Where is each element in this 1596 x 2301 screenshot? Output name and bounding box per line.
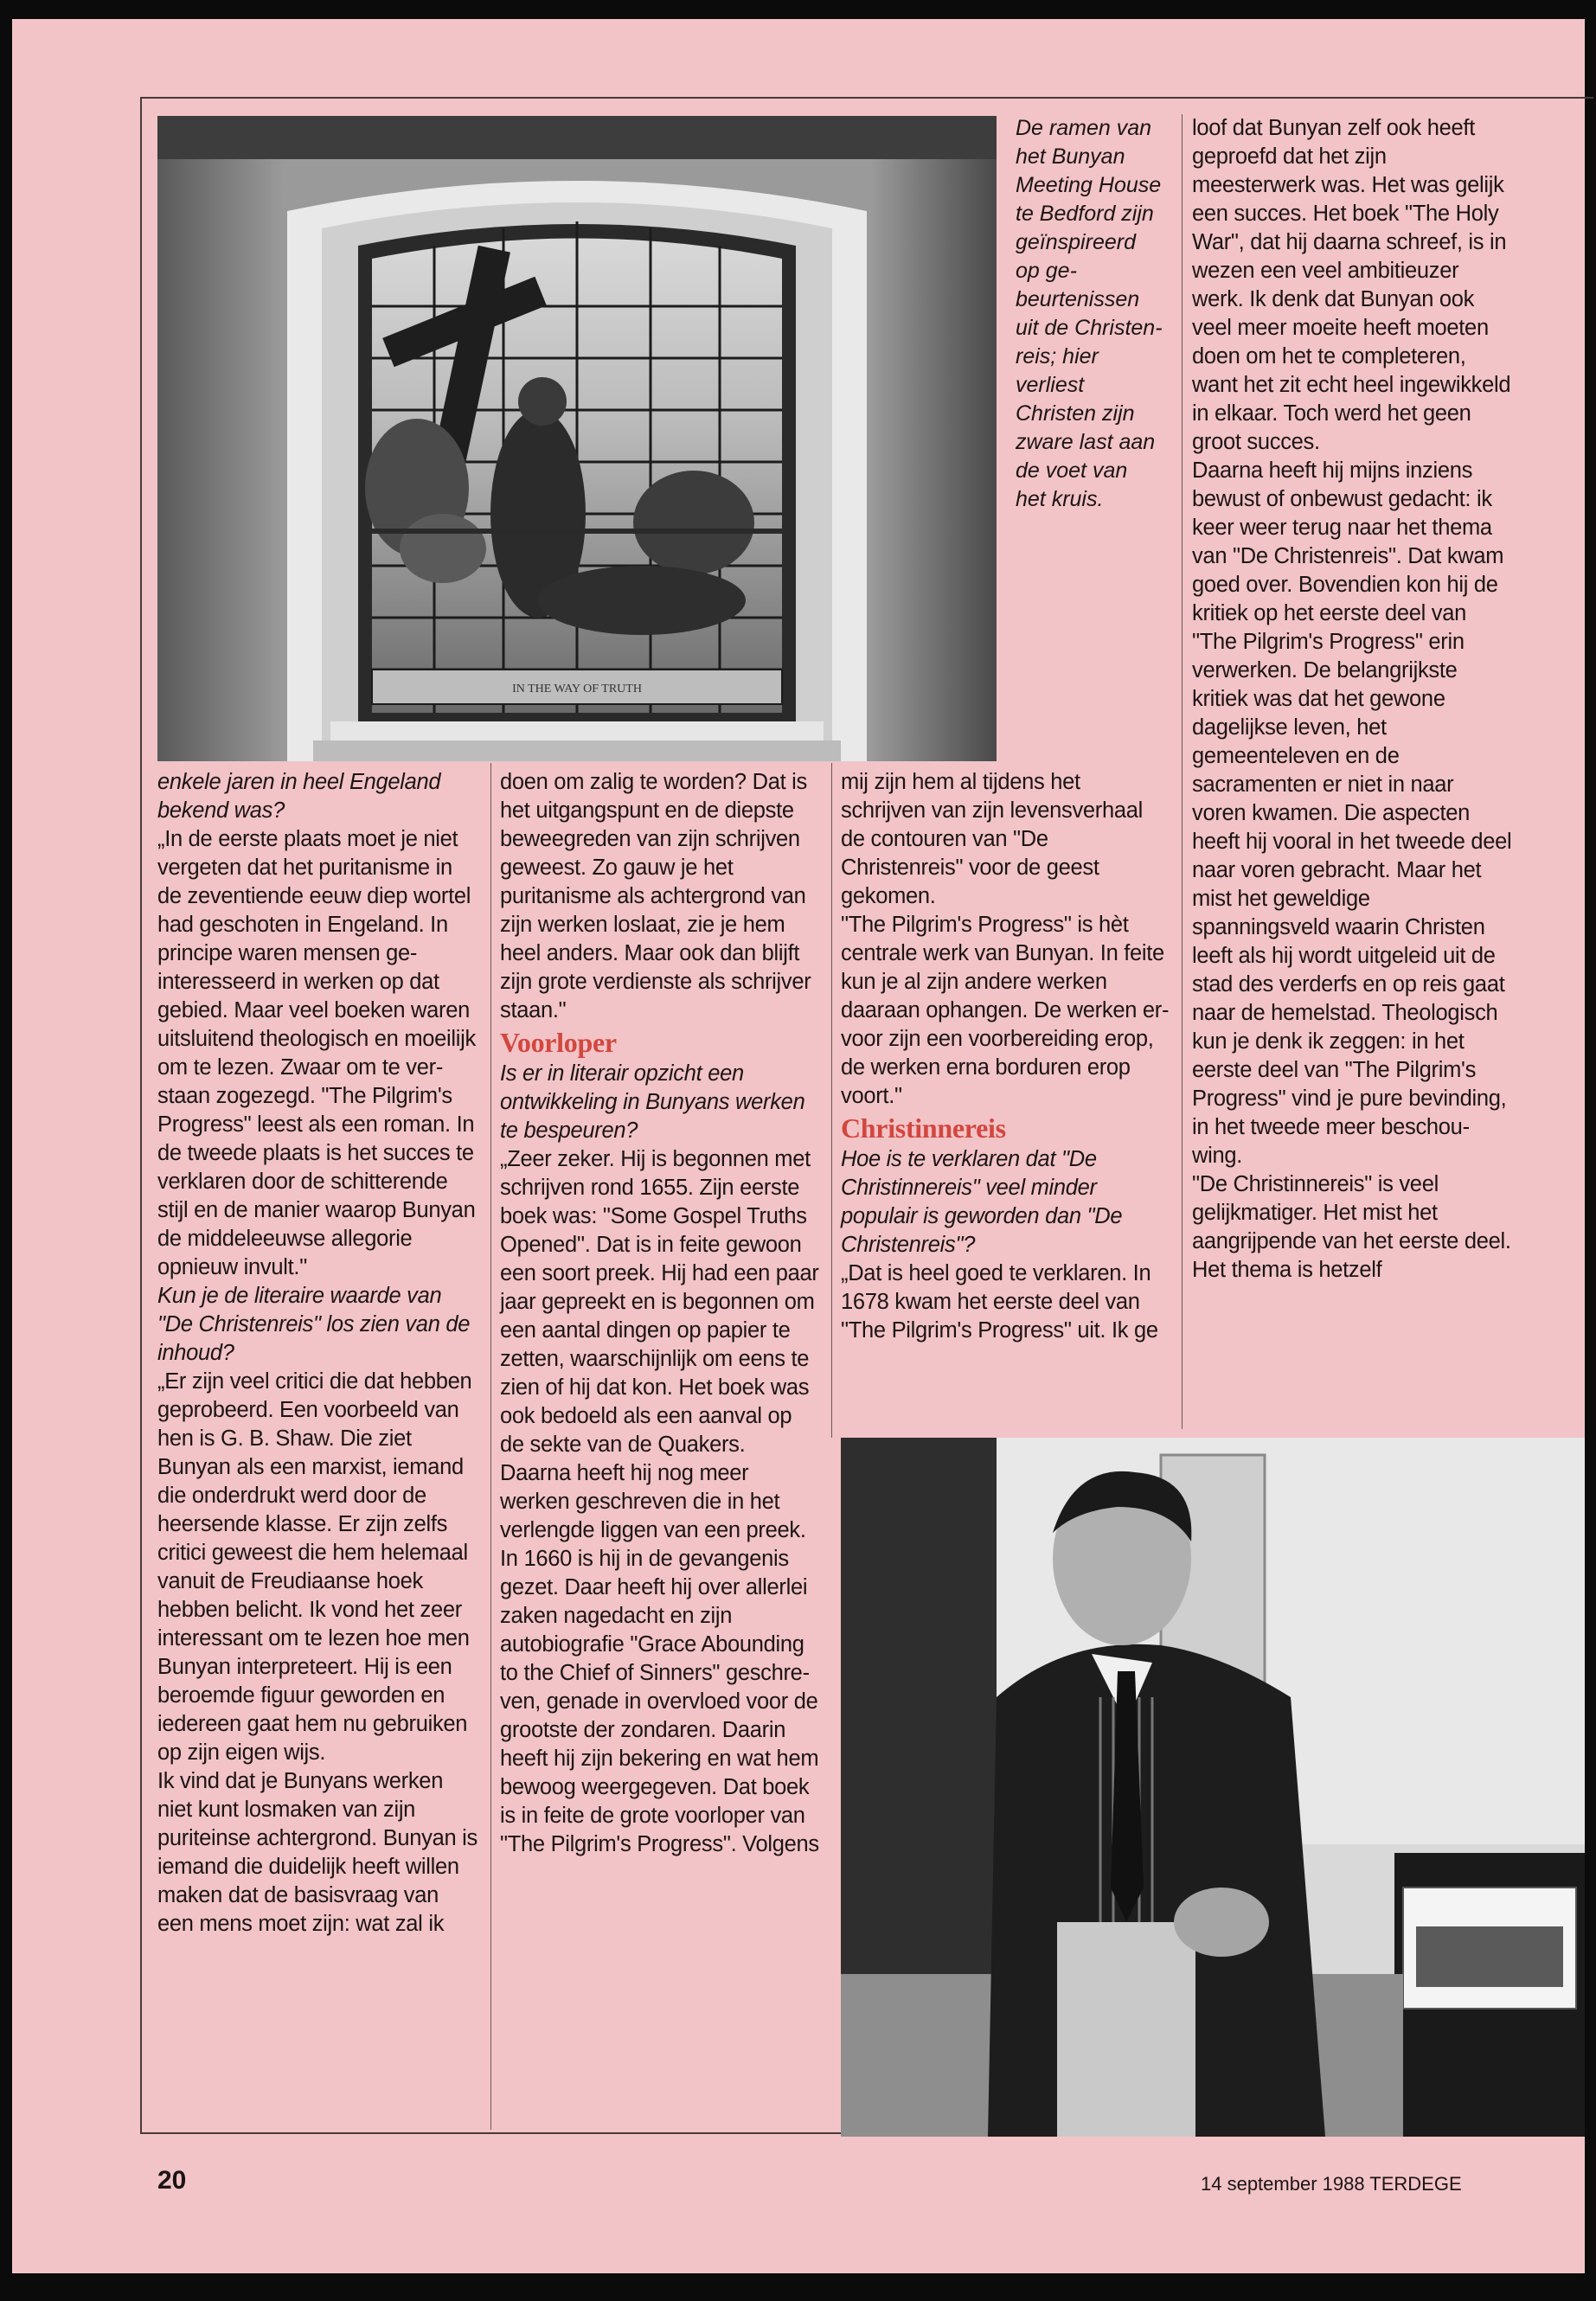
paragraph: „In de eerste plaats moet je niet vergeten dat het puritanisme in de zeventiende eeuw diep wortel had geschoten in Engeland. In principe waren mensen geinteresseerd in werken op dat gebied. Maar veel boeken waren uitsluitend theologisch en moeilijk om te lezen. Zwaar om te verstaan zogezegd. "The Pilgrim's Progress" leest als een roman. In de tweede plaats is het succes te verklaren door de schitterende stijl en de manier waarop Bunyan de middeleeuwse allegorie opnieuw invult." — [157, 827, 476, 1279]
interview-question: enkele jaren in heel Engeland bekend was? — [157, 770, 441, 823]
text-column-3 — [841, 768, 1170, 1345]
window-inscription: IN THE WAY OF TRUTH — [512, 683, 642, 695]
paragraph: mij zijn hem al tijdens het schrijven van zijn levensverhaal de contouren van "De Christenreis" voor de geest gekomen. — [841, 770, 1143, 908]
stained-glass-window-illustration — [157, 116, 997, 761]
text-column-2 — [500, 768, 820, 1859]
paragraph: In 1660 is hij in de gevangenis gezet. Daar heeft hij over allerlei zaken nagedacht en zijn autobiografie "Grace Abounding to the Chief of Sinners" geschreven, genade in overvloed voor de grootste der zondaren. Daarin heeft hij zijn bekering en wat hem bewoog weergegeven. Dat boek is in feite de grote voorloper van "The Pilgrim's Progress". Volgens — [500, 1547, 819, 1856]
paragraph: Ik vind dat je Bunyans werken niet kunt losmaken van zijn puriteinse achtergrond. Bunyan is iemand die duidelijk heeft willen maken dat de basisvraag van een mens moet zijn: wat zal ik — [157, 1769, 478, 1936]
window-caption: De ramen van het Bunyan Meeting House te Bedford zijn geïnspireerd op gebeurtenissen uit de Christenreis; hier verliest Christen zijn zware last aan de voet van het kruis. — [1016, 116, 1163, 511]
column-rule-1 — [490, 763, 491, 2130]
column-rule-3 — [1182, 114, 1183, 1429]
paragraph: loof dat Bunyan zelf ook heeft geproefd dat het zijn meesterwerk was. Het was gelijk een succes. Het boek "The Holy War", dat hij daarna schreef, is in wezen een veel ambitieuzer werk. Ik denk dat Bunyan ook veel meer moeite heeft moeten doen om het te completeren, want het zit echt heel ingewikkeld in elkaar. Toch werd het geen groot succes. — [1192, 116, 1511, 454]
frame-rule-top — [140, 97, 1593, 99]
interview-question: Kun je de literaire waarde van "De Christenreis" los zien van de inhoud? — [157, 1284, 471, 1365]
paragraph: "The Pilgrim's Progress" is hèt centrale werk van Bunyan. In feite kun je al zijn andere werken daaraan ophangen. De werken ervoor zijn een voorbereiding erop, de werken erna borduren erop voort." — [841, 913, 1170, 1108]
paragraph: „Zeer zeker. Hij is begonnen met schrijven rond 1655. Zijn eerste boek was: "Some Gospel Truths Opened". Dat is in feite gewoon een soort preek. Hij had een paar jaar gepreekt en is begonnen om een aantal dingen op papier te zetten, waarschijnlijk om eens te zien of hij dat kon. Het boek was ook bedoeld als een aanval op de sekte van de Quakers. Daarna heeft hij nog meer werken geschreven die in het verlengde liggen van een preek. — [500, 1147, 819, 1542]
section-heading: Voorloper — [500, 1027, 617, 1058]
frame-rule-bottom — [140, 2132, 849, 2134]
stained-glass-window-photo — [157, 116, 997, 761]
paragraph: „Er zijn veel critici die dat hebben geprobeerd. Een voorbeeld van hen is G. B. Shaw. Die ziet Bunyan als een marxist, iemand die onderdrukt werd door de heersende klasse. Er zijn zelfs critici geweest die hem helemaal vanuit de Freudiaanse hoek hebben belicht. Ik vond het zeer interessant om te lezen hoe men Bunyan interpreteert. Hij is een beroemde figuur geworden en iedereen gaat hem nu gebruiken op zijn eigen wijs. — [157, 1369, 472, 1765]
column-rule-2 — [831, 763, 832, 1438]
section-heading: Christinnereis — [841, 1112, 1006, 1144]
paragraph: „Dat is heel goed te verklaren. In 1678 kwam het eerste deel van "The Pilgrim's Progress" uit. Ik ge — [841, 1261, 1158, 1343]
portrait-photo — [841, 1438, 1585, 2137]
paragraph: "De Christinnereis" is veel gelijkmatiger. Het mist het aangrijpende van het eerste deel. Het thema is hetzelf — [1192, 1172, 1511, 1282]
page-number: 20 — [157, 2166, 187, 2195]
frame-rule-left — [140, 97, 142, 2134]
text-column-4 — [1192, 114, 1512, 1285]
paragraph: doen om zalig te worden? Dat is het uitgangspunt en de diepste beweegreden van zijn schrijven geweest. Zo gauw je het puritanisme als achtergrond van zijn werken loslaat, zie je hem heel anders. Maar ook dan blijft zijn grote verdienste als schrijver staan." — [500, 770, 811, 1022]
text-column-1 — [157, 768, 478, 1939]
interview-question: Hoe is te verklaren dat "De Christinnereis" veel minder populair is geworden dan "De Christenreis"? — [841, 1147, 1123, 1257]
portrait-illustration — [841, 1438, 1585, 2137]
paragraph: Daarna heeft hij mijns inziens bewust of onbewust gedacht: ik keer weer terug naar het thema van "De Christenreis". Dat kwam goed over. Bovendien kon hij de kritiek op het eerste deel van "The Pilgrim's Progress" erin verwerken. De belangrijkste kritiek was dat het gewone dagelijkse leven, het gemeenteleven en de sacramenten er niet in naar voren kwamen. Die aspecten heeft hij vooral in het tweede deel naar voren gebracht. Maar het mist het geweldige spanningsveld waarin Christen leeft als hij wordt uitgeleid uit de stad des verderfs en op reis gaat naar de hemelstad. Theologisch kun je denk ik zeggen: in het eerste deel van "The Pilgrim's Progress" vind je pure bevinding, in het tweede meer beschouwing. — [1192, 458, 1512, 1168]
publication-date: 14 september 1988 TERDEGE — [1201, 2173, 1462, 2195]
interview-question: Is er in literair opzicht een ontwikkeling in Bunyans werken te bespeuren? — [500, 1061, 805, 1143]
magazine-page — [12, 19, 1585, 2273]
